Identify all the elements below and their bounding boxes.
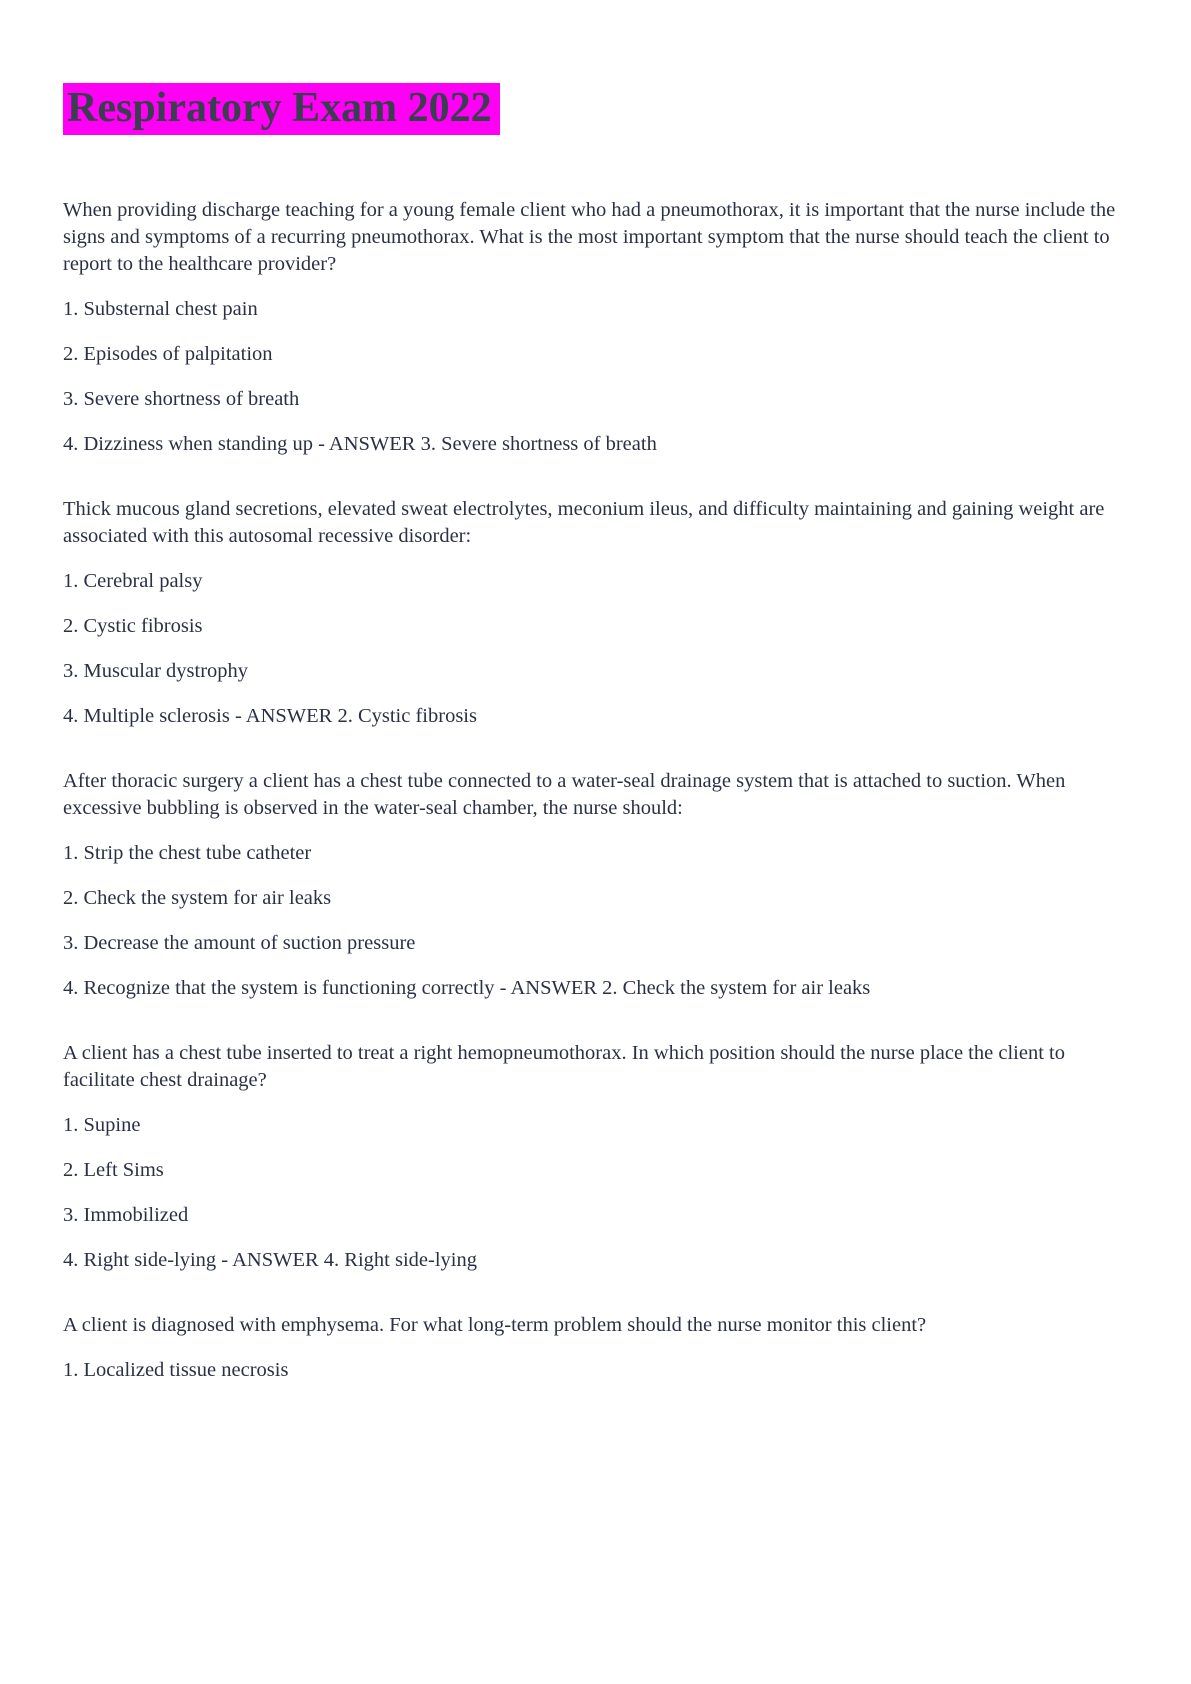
page-title-heading bbox=[63, 85, 1129, 131]
option-text: 1. Strip the chest tube catheter bbox=[63, 842, 312, 865]
question-block-5 bbox=[63, 1312, 1129, 1384]
option-text: 1. Localized tissue necrosis bbox=[63, 1359, 289, 1382]
option-text: 3. Muscular dystrophy bbox=[63, 660, 249, 683]
option-text: 4. Right side-lying - ANSWER 4. Right side-lying bbox=[63, 1249, 477, 1272]
option-text: 2. Episodes of palpitation bbox=[63, 343, 273, 366]
option-text: 2. Cystic fibrosis bbox=[63, 615, 203, 638]
question-block-3 bbox=[63, 768, 1129, 1002]
question-text: When providing discharge teaching for a young female client who had a pneumothorax, it is important that the nurse include the signs and symptoms of a recurring pneumothorax. What is the most important symptom that the nurse should teach the client to report to the healthcare provider? bbox=[63, 199, 1116, 276]
question-block-1 bbox=[63, 197, 1129, 458]
option-text: 1. Substernal chest pain bbox=[63, 298, 258, 321]
option-text: 3. Severe shortness of breath bbox=[63, 388, 300, 411]
question-block-2 bbox=[63, 496, 1129, 730]
question-text: After thoracic surgery a client has a chest tube connected to a water-seal drainage system that is attached to suction. When excessive bubbling is observed in the water-seal chamber, the nurse should: bbox=[63, 770, 1066, 820]
option-text: 2. Check the system for air leaks bbox=[63, 887, 332, 910]
option-text: 4. Multiple sclerosis - ANSWER 2. Cystic fibrosis bbox=[63, 705, 477, 728]
option-text: 4. Recognize that the system is functioning correctly - ANSWER 2. Check the system for air leaks bbox=[63, 977, 871, 1000]
option-text: 3. Immobilized bbox=[63, 1204, 189, 1227]
option-text: 3. Decrease the amount of suction pressure bbox=[63, 932, 416, 955]
page-title: Respiratory Exam 2022 bbox=[63, 83, 500, 135]
option-text: 2. Left Sims bbox=[63, 1159, 164, 1182]
question-text: A client has a chest tube inserted to treat a right hemopneumothorax. In which position should the nurse place the client to facilitate chest drainage? bbox=[63, 1042, 1065, 1092]
option-text: 1. Supine bbox=[63, 1114, 141, 1137]
option-text: 4. Dizziness when standing up - ANSWER 3. Severe shortness of breath bbox=[63, 433, 657, 456]
question-text: A client is diagnosed with emphysema. For what long-term problem should the nurse monitor this client? bbox=[63, 1314, 927, 1337]
question-text: Thick mucous gland secretions, elevated sweat electrolytes, meconium ileus, and difficulty maintaining and gaining weight are associated with this autosomal recessive disorder: bbox=[63, 498, 1105, 548]
question-block-4 bbox=[63, 1040, 1129, 1274]
option-text: 1. Cerebral palsy bbox=[63, 570, 203, 593]
